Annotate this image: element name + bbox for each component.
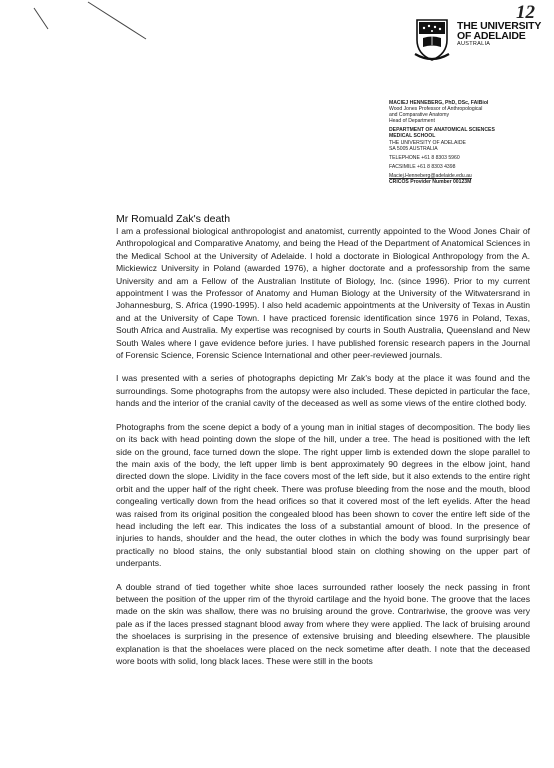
author-role-1: Wood Jones Professor of Anthropological <box>389 106 483 113</box>
document-body <box>116 225 530 678</box>
paragraph-photographs: I was presented with a series of photographs depicting Mr Zak's body at the place it was found and the surroundings. Some photographs from the autopsy were also included. These depicted in particular the face, hands and the interior of the cranial cavity of the deceased as well as some views of the entire clothed body. <box>116 373 530 409</box>
university-name-line-2: OF ADELAIDE <box>457 30 526 42</box>
author-role-2: and Comparative Anatomy <box>389 112 450 119</box>
author-name: MACIEJ HENNEBERG, PhD, DSc, FAIBiol <box>389 100 489 106</box>
university-crest-icon <box>414 18 450 62</box>
email-address: Maciej.Henneberg@adelaide.edu.au <box>389 172 472 179</box>
cricos-number: CRICOS Provider Number 00123M <box>389 179 472 186</box>
author-role-3: Head of Department <box>389 118 435 125</box>
document-title: Mr Romuald Zak's death <box>116 213 231 225</box>
pen-stroke-1 <box>34 8 48 29</box>
page-number: 12 <box>516 2 535 23</box>
university-country: AUSTRALIA <box>457 41 491 47</box>
university-name-line-1: THE UNIVERSITY <box>457 20 542 32</box>
university-name <box>457 21 541 48</box>
letterhead-contact-block <box>389 100 551 185</box>
paragraph-shoelaces: A double strand of tied together white shoe laces surrounded rather loosely the neck passing in front between the position of the upper rim of the thyroid cartilage and the hyoid bone. The groove that the laces made on the skin was shallow, there was no bruising around the grove. Contrariwise, the groove was very pale as if the laces pressed stagnant blood away from where they were applied. The lack of bruising around the shoelaces is surprising in the presence of extensive bruising and bleeding elsewhere. The plausible explanation is that the shoelaces were placed on the neck sometime after death. I note that the deceased wore boots with solid, long black laces. These were still in the boots <box>116 581 530 666</box>
address-line-2: SA 5005 AUSTRALIA <box>389 145 438 152</box>
paragraph-scene: Photographs from the scene depict a body of a young man in initial stages of decomposition. The body lies on its back with head pointing down the slope of the hill, under a tree. The head is positioned with the left side on the ground, face turned down the slope. The right upper limb is extended down the slope parallel to the main axis of the body, the left upper limb is bent approximately 90 degrees in the elbow joint, hand directed down the slope. Lividity in the face covers most of the left side, but it also extends to the entire right orbit and the upper half of the right cheek. There was profuse bleeding from the nose and the mouth, blood congealing vertically down from the head orifices so that it covered most of the left eyelids. After the head was raised from its original position the congealed blood has been shown to cover the entire left side of the head including the left ear. This indicates the loss of a substantial amount of blood. In the presence of injuries to hands, shoulder and the head, the outer clothes in which the body was found surprisingly bear practically no blood stains, the only substantial blood stain on clothing showing on the upper part of underpants. <box>116 421 530 569</box>
pen-stroke-2 <box>88 2 146 39</box>
address-line-1: THE UNIVERSITY OF ADELAIDE <box>389 139 466 146</box>
school-name: MEDICAL SCHOOL <box>389 133 436 140</box>
facsimile: FACSIMILE +61 8 8303 4398 <box>389 163 456 170</box>
department-name: DEPARTMENT OF ANATOMICAL SCIENCES <box>389 127 495 134</box>
telephone: TELEPHONE +61 8 8303 5960 <box>389 154 460 161</box>
paragraph-credentials: I am a professional biological anthropologist and anatomist, currently appointed to the Wood Jones Chair of Anthropological and Comparative Anatomy, and being the Head of the Department of Anatomical Sciences in the Medical School at the University of Adelaide. I hold a doctorate in Biological Anthropology from the A. Mickiewicz University in Poland (awarded 1976), a higher doctorate and a professorship from the same University and am a Fellow of the Australian Institute of Biology, Inc. (since 1996). Prior to my current appointment I was the Professor of Anatomy and Human Biology at the University of the Witwatersrand in Johannesburg, S. Africa (1990-1995). I also held academic appointments at the University of Texas in Austin and at the University of Cape Town. I have practiced forensic identification since 1976 in Poland, Texas, South Africa and Australia. My expertise was recognised by courts in South Australia, Queensland and New South Wales where I gave evidence before juries. I have published forensic research papers in the Journal of Forensic Science, Forensic Science International and other peer-reviewed journals. <box>116 226 530 361</box>
